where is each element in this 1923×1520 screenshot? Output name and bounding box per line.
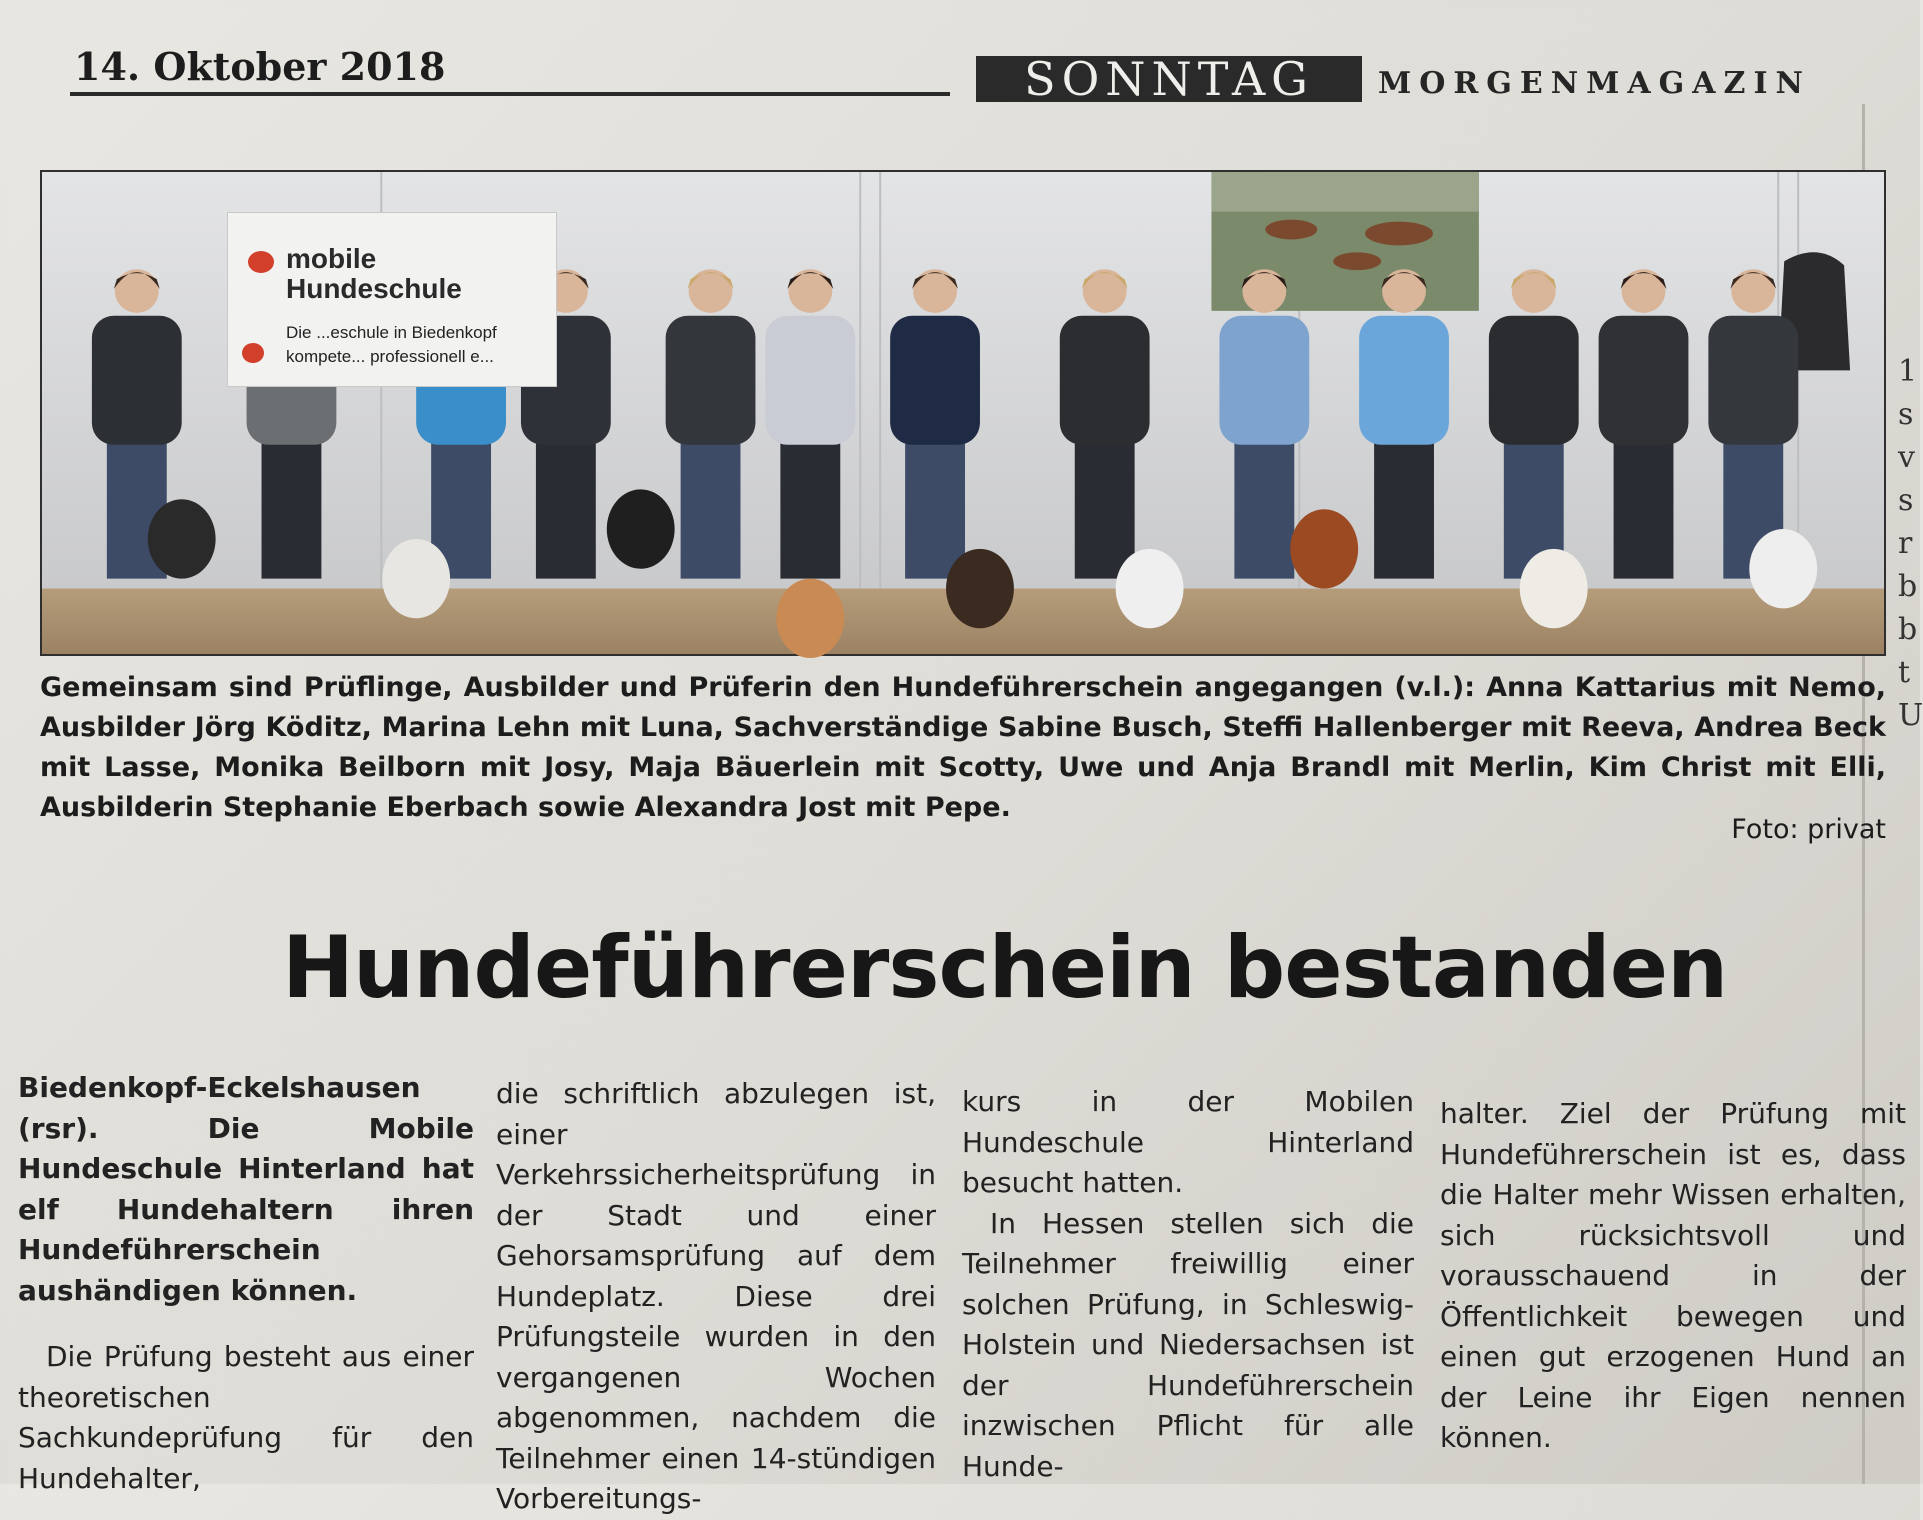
article-paragraph: halter. Ziel der Prüfung mit Hundeführerschein ist es, dass die Halter mehr Wissen erhalten, sich rücksichtsvoll und vorausschauend in der Öffentlichkeit bewegen und einen gut erzogenen Hund an der Leine ihr Eigen nennen können.: [1440, 1097, 1906, 1454]
dog-figure: [148, 499, 216, 578]
caption-text: Gemeinsam sind Prüflinge, Ausbilder und Prüferin den Hundeführerschein angegangen (v.l.): Anna Kattarius mit Nemo, Ausbilder Jörg Köditz, Marina Lehn mit Luna, Sachverständige Sabine Busch, Steffi Hallenberger mit Reeva, Andrea Beck mit Lasse, Monika Beilborn mit Josy, Maja Bäuerlein mit Scotty, Uwe und Anja Brandl mit Merlin, Kim Christ mit Elli, Ausbilderin Stephanie Eberbach sowie Alexandra Jost mit Pepe.: [40, 672, 1886, 823]
edge-letter: b: [1898, 612, 1918, 647]
headline: Hundeführerschein bestanden: [282, 918, 1728, 1018]
article-lead: Biedenkopf-Eckelshausen (rsr). Die Mobile Hundeschule Hinterland hat elf Hundehaltern ihren Hundeführerschein aushändigen können.: [18, 1071, 474, 1307]
masthead-box: [976, 52, 1362, 106]
dog-figure: [607, 489, 675, 568]
dog-figure: [1520, 549, 1588, 628]
edge-letter: r: [1898, 526, 1913, 561]
edge-letter: v: [1898, 440, 1915, 475]
sign-title-line1: mobile: [286, 243, 377, 274]
article-column-3: [962, 1082, 1414, 1487]
edge-letter: b: [1898, 569, 1918, 604]
edge-letter: s: [1898, 483, 1914, 518]
edge-letter: s: [1898, 397, 1914, 432]
masthead-title: SONNTAG: [1024, 52, 1314, 106]
article-column-2: [496, 1074, 936, 1520]
paw-icon: [248, 251, 274, 273]
dog-figure: [382, 539, 450, 618]
article-paragraph: Die Prüfung besteht aus einer theoretischen Sachkundeprüfung für den Hundehalter,: [18, 1340, 474, 1495]
article-paragraph: In Hessen stellen sich die Teilnehmer freiwillig einer solchen Prüfung, in Schleswig-Holstein und Niedersachsen ist der Hundeführerschein inzwischen Pflicht für alle Hunde-: [962, 1206, 1414, 1483]
issue-date: 14. Oktober 2018: [74, 44, 446, 89]
group-photo: [40, 170, 1886, 656]
article-paragraph: kurs in der Mobilen Hundeschule Hinterland besucht hatten.: [962, 1085, 1414, 1199]
article-column-4: [1440, 1094, 1906, 1459]
sign-line2: kompete... professionell e...: [286, 347, 494, 366]
header-rule: [70, 92, 950, 96]
school-sign: [227, 212, 557, 387]
dog-figure: [1290, 509, 1358, 588]
dog-figure: [946, 549, 1014, 628]
masthead-subtitle: MORGENMAGAZIN: [1378, 66, 1811, 101]
sign-line1: Die ...eschule in Biedenkopf: [286, 323, 497, 342]
photo-credit: Foto: privat: [1731, 814, 1886, 845]
article-column-1: [18, 1068, 474, 1499]
dog-figure: [1116, 549, 1184, 628]
adjacent-column-fragment: [1898, 180, 1923, 737]
photo-caption: [40, 668, 1886, 845]
dog-figure: [1749, 529, 1817, 608]
sign-title-line2: Hundeschule: [286, 273, 462, 304]
edge-letter: U: [1898, 698, 1923, 733]
article-paragraph: die schriftlich abzulegen ist, einer Verkehrssicherheitsprüfung in der Stadt und einer Gehorsamsprüfung auf dem Hundeplatz. Diese drei Prüfungsteile wurden in den vergangenen Wochen abgenommen, nachdem die Teilnehmer einen 14-stündigen Vorbereitungs-: [496, 1077, 936, 1515]
paw-icon: [242, 343, 264, 363]
edge-letter: t: [1898, 655, 1911, 690]
edge-letter: 1: [1898, 354, 1918, 389]
dog-figure: [776, 579, 844, 658]
